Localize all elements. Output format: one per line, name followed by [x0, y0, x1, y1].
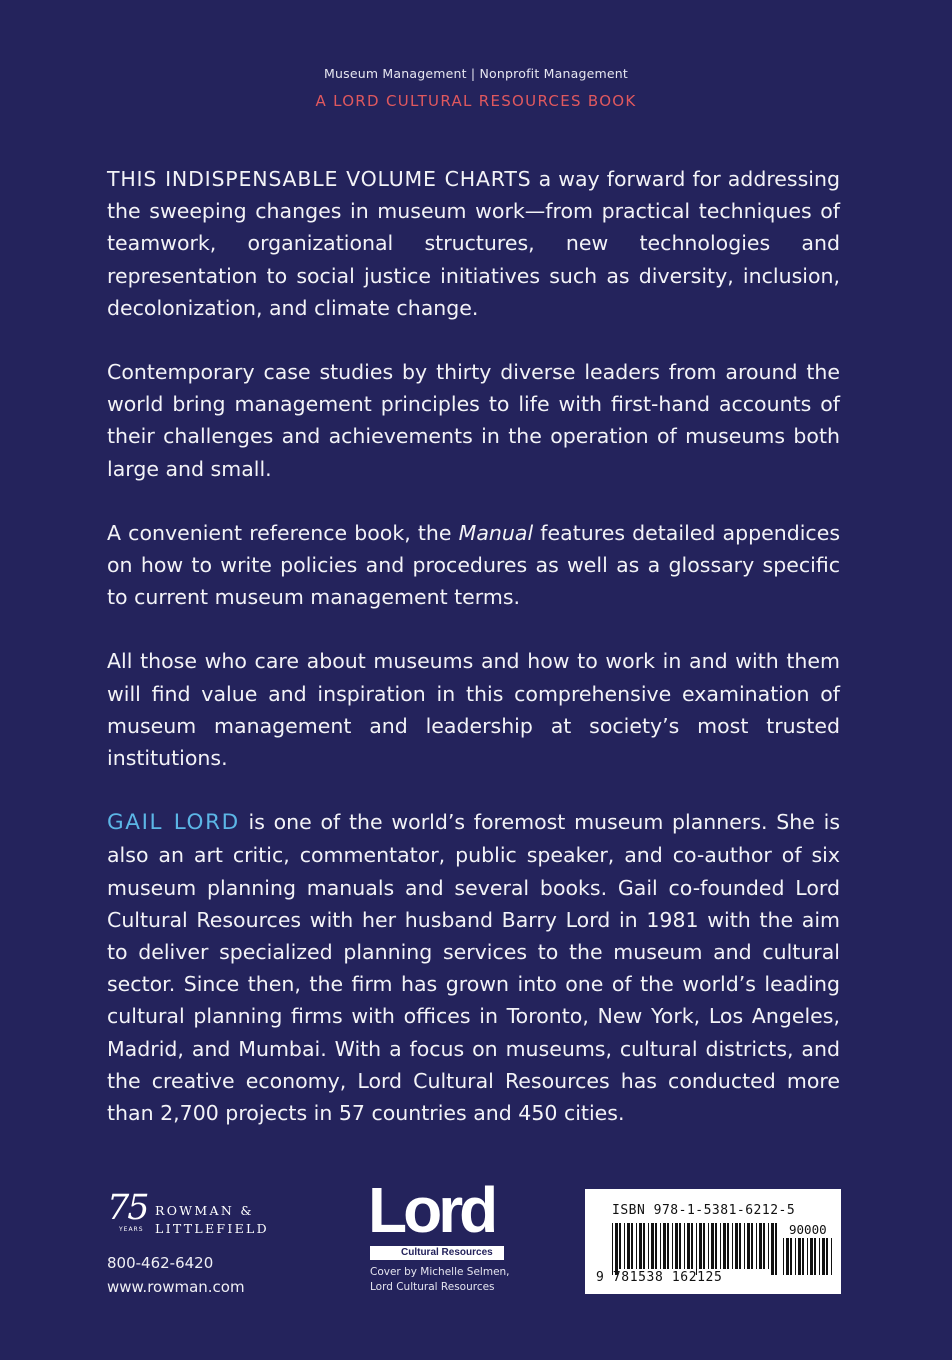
publisher-phone: 800-462-6420 — [107, 1254, 214, 1272]
series-title: A LORD CULTURAL RESOURCES BOOK — [315, 92, 637, 110]
barcode-bar — [723, 1223, 726, 1269]
barcode-bar — [727, 1223, 729, 1269]
rowman-littlefield-logo — [107, 1188, 297, 1240]
barcode-bar — [687, 1223, 690, 1269]
barcode-bar — [783, 1238, 784, 1275]
barcode-bar — [786, 1238, 789, 1275]
barcode-addon-bars — [783, 1238, 835, 1275]
barcode-bar — [667, 1223, 669, 1269]
barcode-bar — [732, 1223, 733, 1269]
barcode-bar — [699, 1223, 702, 1269]
isbn-number: ISBN 978-1-5381-6212-5 — [612, 1203, 796, 1218]
author-name: GAIL LORD — [107, 810, 240, 836]
barcode-bar — [771, 1223, 774, 1275]
lord-logo-tagline: Cultural Resources — [370, 1246, 504, 1260]
description-paragraph-1 — [107, 163, 840, 324]
book-description — [107, 163, 840, 1129]
barcode-bar — [747, 1223, 750, 1269]
barcode-bar — [627, 1223, 630, 1269]
lead-in-caps: THIS INDISPENSABLE VOLUME CHARTS — [107, 167, 532, 191]
paragraph-3-text-a: A convenient reference book, the — [107, 520, 459, 545]
cover-credit-line-2: Lord Cultural Resources — [370, 1281, 495, 1293]
barcode-bar — [675, 1223, 678, 1269]
paragraph-3-text-b: features detailed appendices on how to write policies and procedures as well as a glossary specific to current museum management terms. — [107, 520, 840, 610]
barcode-bar — [619, 1223, 621, 1269]
barcode-bar — [624, 1223, 625, 1269]
publisher-name-line-2: LITTLEFIELD — [155, 1221, 269, 1236]
barcode-bar — [615, 1223, 618, 1275]
description-paragraph-3 — [107, 517, 840, 614]
cover-credit-line-1: Cover by Michelle Selmen, — [370, 1266, 510, 1278]
barcode-bar — [660, 1223, 661, 1269]
barcode-bar — [651, 1223, 654, 1269]
barcode-bar — [763, 1223, 765, 1269]
publisher-name-line-1: ROWMAN & — [155, 1203, 254, 1218]
barcode-bar — [735, 1223, 738, 1269]
author-bio — [107, 806, 840, 1129]
barcode-bar — [672, 1223, 673, 1269]
barcode-bar — [703, 1223, 705, 1269]
description-paragraph-2: Contemporary case studies by thirty diverse leaders from around the world bring management principles to life with first-hand accounts of their challenges and achievements in the operation of museums both large and small. — [107, 360, 840, 481]
anniversary-years-label: YEARS — [119, 1226, 144, 1233]
barcode-bar — [768, 1223, 769, 1269]
lord-logo-wordmark: Lord — [368, 1174, 495, 1246]
price-code: 90000 — [789, 1222, 827, 1237]
author-bio-text: is one of the world’s foremost museum planners. She is also an art critic, commentator, public speaker, and co-author of six museum planning manuals and several books. Gail co-founded Lord Cultural Resources with her husband Barry Lord in 1981 with the aim to deliver specialized planning services to the museum and cultural sector. Since then, the firm has grown into one of the world’s leading cultural planning firms with offices in Toronto, New York, Los Angeles, Madrid, and Mumbai. With a focus on museums, cultural districts, and the creative economy, Lord Cultural Resources has conducted more than 2,700 projects in 57 countries and 450 cities. — [107, 810, 840, 1126]
barcode-bar — [756, 1223, 757, 1269]
barcode-bar — [826, 1238, 828, 1275]
barcode-bar — [819, 1238, 820, 1275]
barcode-bar — [715, 1223, 717, 1269]
barcode-bar — [648, 1223, 649, 1269]
publisher-website: www.rowman.com — [107, 1278, 245, 1296]
barcode-bar — [612, 1223, 613, 1275]
barcode-bar — [636, 1223, 637, 1269]
barcode-bar — [708, 1223, 709, 1269]
description-paragraph-4: All those who care about museums and how to work in and with them will find value and inspiration in this comprehensive examination of museum management and leadership at society’s most trusted institutions. — [107, 649, 840, 771]
barcode-bar — [663, 1223, 666, 1269]
barcode-bar — [831, 1238, 832, 1275]
barcode-bar — [790, 1238, 792, 1275]
barcode-bar — [744, 1223, 745, 1269]
barcode-bar — [814, 1238, 816, 1275]
barcode-bar — [639, 1223, 642, 1269]
barcode-bar — [798, 1238, 801, 1275]
barcode-bar — [679, 1223, 681, 1269]
barcode-bars — [612, 1223, 778, 1275]
barcode-bar — [711, 1223, 714, 1269]
barcode-bar — [739, 1223, 741, 1269]
barcode-digits: 9 781538 162125 — [596, 1270, 723, 1285]
barcode-bar — [810, 1238, 813, 1275]
paragraph-1-text: a way forward for addressing the sweeping changes in museum work—from practical techniques of teamwork, organizational structures, new technologies and representation to social justice initiatives such as diversity, inclusion, decolonization, and climate change. — [107, 167, 840, 320]
barcode-bar — [720, 1223, 721, 1269]
manual-italic: Manual — [458, 520, 534, 545]
isbn-barcode — [585, 1189, 841, 1294]
barcode-bar — [643, 1223, 645, 1269]
barcode-bar — [775, 1223, 777, 1275]
barcode-bar — [631, 1223, 633, 1269]
barcode-bar — [802, 1238, 804, 1275]
barcode-bar — [684, 1223, 685, 1269]
barcode-bar — [795, 1238, 796, 1275]
barcode-bar — [696, 1223, 697, 1275]
barcode-bar — [691, 1223, 693, 1269]
barcode-bar — [655, 1223, 657, 1269]
barcode-bar — [822, 1238, 825, 1275]
barcode-bar — [807, 1238, 808, 1275]
barcode-bar — [751, 1223, 753, 1269]
anniversary-number: 75 — [107, 1188, 148, 1228]
barcode-bar — [759, 1223, 762, 1269]
subject-categories: Museum Management | Nonprofit Management — [324, 66, 628, 81]
